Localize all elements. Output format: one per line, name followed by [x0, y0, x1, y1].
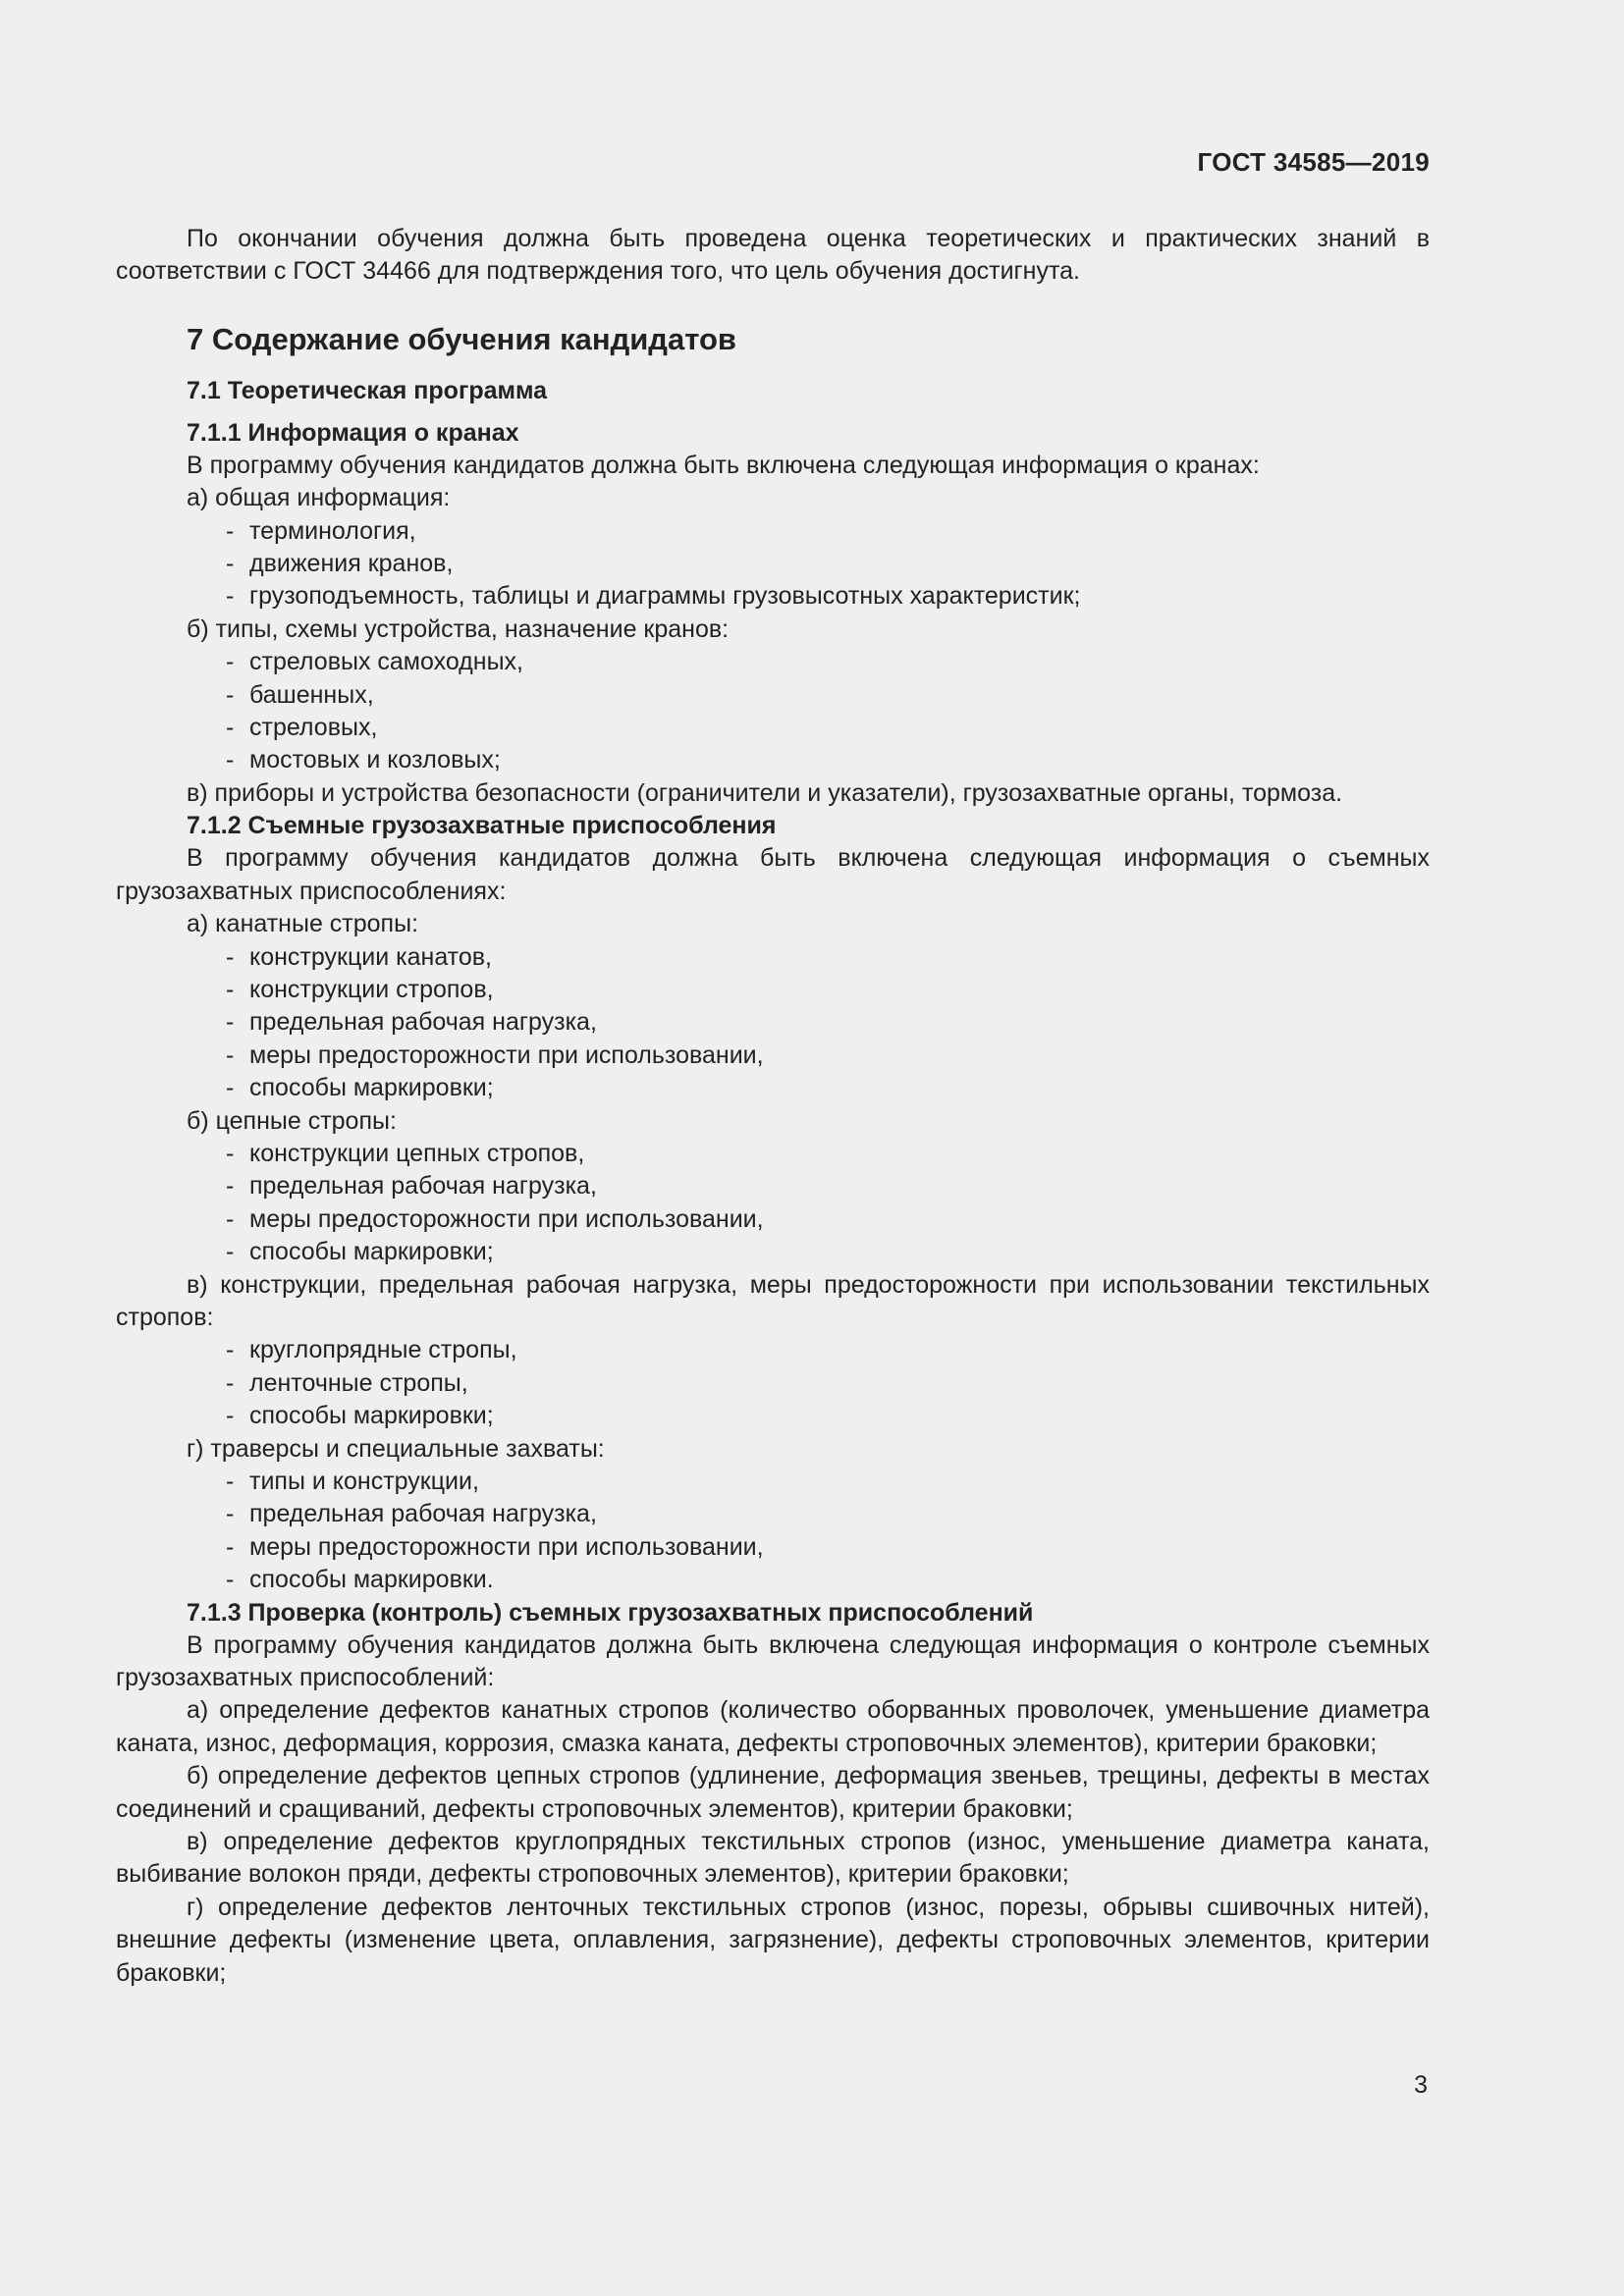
dash-marker: - [226, 714, 235, 742]
dash-list-item [116, 1564, 1430, 1596]
dash-item-text: грузоподъемность, таблицы и диаграммы грузовысотных характеристик; [249, 582, 1081, 611]
dash-marker: - [226, 582, 235, 611]
section-7-1-3-heading: 7.1.3 Проверка (контроль) съемных грузозахватных приспособлений [187, 1598, 1034, 1627]
dash-list-item [116, 1236, 1430, 1268]
dash-marker: - [226, 1008, 235, 1037]
dash-list-item [116, 548, 1430, 580]
dash-item-text: способы маркировки; [249, 1074, 494, 1102]
standard-code: ГОСТ 34585—2019 [1197, 147, 1430, 177]
dash-item-text: меры предосторожности при использовании, [249, 1204, 764, 1233]
dash-list-item [116, 941, 1430, 974]
dash-list [116, 1334, 1430, 1432]
list-item-paragraph: г) определение дефектов ленточных текстильных стропов (износ, порезы, обрывы сшивочных нитей), внешние дефекты (изменение цвета, оплавления, загрязнение), дефекты строповочных элементов, критерии браковки; [116, 1893, 1430, 1987]
list-item-label: а) канатные стропы: [187, 910, 419, 938]
dash-list-item [116, 744, 1430, 776]
dash-list-item [116, 1170, 1430, 1202]
dash-marker: - [226, 1500, 235, 1528]
list-item-paragraph: в) определение дефектов круглопрядных текстильных стропов (износ, уменьшение диаметра каната, выбивание волокон пряди, дефекты строповочных элементов), критерии браковки; [116, 1828, 1430, 1889]
dash-item-text: предельная рабочая нагрузка, [249, 1500, 597, 1528]
dash-item-text: конструкции стропов, [249, 975, 494, 1003]
dash-marker: - [226, 1532, 235, 1561]
dash-list [116, 1466, 1430, 1597]
dash-list-item [116, 679, 1430, 712]
dash-list-item [116, 1367, 1430, 1400]
dash-item-text: мостовых и козловых; [249, 746, 501, 774]
section-7-1-heading: 7.1 Теоретическая программа [187, 376, 548, 404]
dash-marker: - [226, 1139, 235, 1167]
dash-item-text: способы маркировки. [249, 1566, 494, 1594]
dash-item-text: терминология, [249, 516, 416, 545]
dash-marker: - [226, 1336, 235, 1364]
dash-item-text: стреловых, [249, 714, 378, 742]
dash-marker: - [226, 942, 235, 971]
dash-list-item [116, 1466, 1430, 1498]
dash-list-item [116, 1138, 1430, 1170]
dash-item-text: типы и конструкции, [249, 1468, 479, 1495]
list-item-paragraph: в) приборы и устройства безопасности (ограничители и указатели), грузозахватные органы, тормоза. [187, 778, 1343, 807]
dash-list [116, 1138, 1430, 1269]
list-item-paragraph: в) конструкции, предельная рабочая нагрузка, меры предосторожности при использовании текстильных стропов: [116, 1270, 1430, 1331]
dash-marker: - [226, 1566, 235, 1594]
dash-item-text: конструкции канатов, [249, 942, 492, 971]
dash-list-item [116, 1498, 1430, 1530]
dash-marker: - [226, 975, 235, 1003]
dash-item-text: конструкции цепных стропов, [249, 1139, 585, 1167]
section-7-1-3-lead: В программу обучения кандидатов должна быть включена следующая информация о контроле съемных грузозахватных приспособлений: [116, 1630, 1430, 1692]
dash-marker: - [226, 680, 235, 709]
list-item-label: б) цепные стропы: [187, 1106, 397, 1135]
dash-marker: - [226, 746, 235, 774]
list-item-label: г) траверсы и специальные захваты: [187, 1434, 605, 1463]
dash-marker: - [226, 516, 235, 545]
dash-list-item [116, 1531, 1430, 1564]
section-7-1-1-lead: В программу обучения кандидатов должна быть включена следующая информация о кранах: [187, 451, 1260, 479]
dash-item-text: меры предосторожности при использовании, [249, 1041, 764, 1069]
dash-item-text: движения кранов, [249, 550, 454, 578]
dash-marker: - [226, 1468, 235, 1495]
dash-list [116, 941, 1430, 1105]
dash-marker: - [226, 1238, 235, 1266]
section-7-1-1-heading: 7.1.1 Информация о кранах [187, 418, 519, 447]
dash-item-text: ленточные стропы, [249, 1368, 468, 1397]
intro-paragraph: По окончании обучения должна быть проведена оценка теоретических и практических знаний в соответствии с ГОСТ 34466 для подтверждения того, что цель обучения достигнута. [116, 225, 1430, 286]
section-7-1-2-lead: В программу обучения кандидатов должна быть включена следующая информация о съемных грузозахватных приспособлениях: [116, 844, 1430, 905]
dash-marker: - [226, 1074, 235, 1102]
dash-list [116, 646, 1430, 777]
dash-list-item [116, 1334, 1430, 1366]
dash-item-text: способы маркировки; [249, 1402, 494, 1430]
dash-marker: - [226, 1041, 235, 1069]
dash-list-item [116, 1203, 1430, 1236]
dash-list-item [116, 712, 1430, 744]
dash-item-text: башенных, [249, 680, 374, 709]
dash-item-text: способы маркировки; [249, 1238, 494, 1266]
page-content [116, 223, 1430, 1990]
list-item-label: б) типы, схемы устройства, назначение кранов: [187, 614, 730, 643]
dash-list-item [116, 1072, 1430, 1104]
dash-marker: - [226, 1402, 235, 1430]
dash-item-text: стреловых самоходных, [249, 648, 523, 676]
section-7-1-2-heading: 7.1.2 Съемные грузозахватные приспособления [187, 812, 777, 840]
dash-marker: - [226, 648, 235, 676]
dash-list-item [116, 646, 1430, 678]
dash-list-item [116, 1040, 1430, 1072]
dash-list-item [116, 515, 1430, 548]
dash-marker: - [226, 1368, 235, 1397]
dash-item-text: круглопрядные стропы, [249, 1336, 517, 1364]
dash-item-text: предельная рабочая нагрузка, [249, 1008, 597, 1037]
dash-item-text: меры предосторожности при использовании, [249, 1532, 764, 1561]
list-item-paragraph: а) определение дефектов канатных стропов (количество оборванных проволочек, уменьшение диаметра каната, износ, деформация, коррозия, смазка каната, дефекты строповочных элементов), критерии браковки; [116, 1696, 1430, 1757]
dash-list-item [116, 1400, 1430, 1432]
page-number: 3 [1414, 2071, 1428, 2099]
dash-marker: - [226, 550, 235, 578]
dash-list-item [116, 580, 1430, 613]
dash-list [116, 515, 1430, 614]
dash-marker: - [226, 1172, 235, 1201]
dash-list-item [116, 974, 1430, 1006]
dash-list-item [116, 1006, 1430, 1039]
list-item-label: а) общая информация: [187, 484, 451, 512]
section-7-heading: 7 Содержание обучения кандидатов [187, 321, 736, 356]
dash-item-text: предельная рабочая нагрузка, [249, 1172, 597, 1201]
dash-marker: - [226, 1204, 235, 1233]
list-item-paragraph: б) определение дефектов цепных стропов (удлинение, деформация звеньев, трещины, дефекты в местах соединений и сращиваний, дефекты строповочных элементов), критерии браковки; [116, 1762, 1430, 1823]
